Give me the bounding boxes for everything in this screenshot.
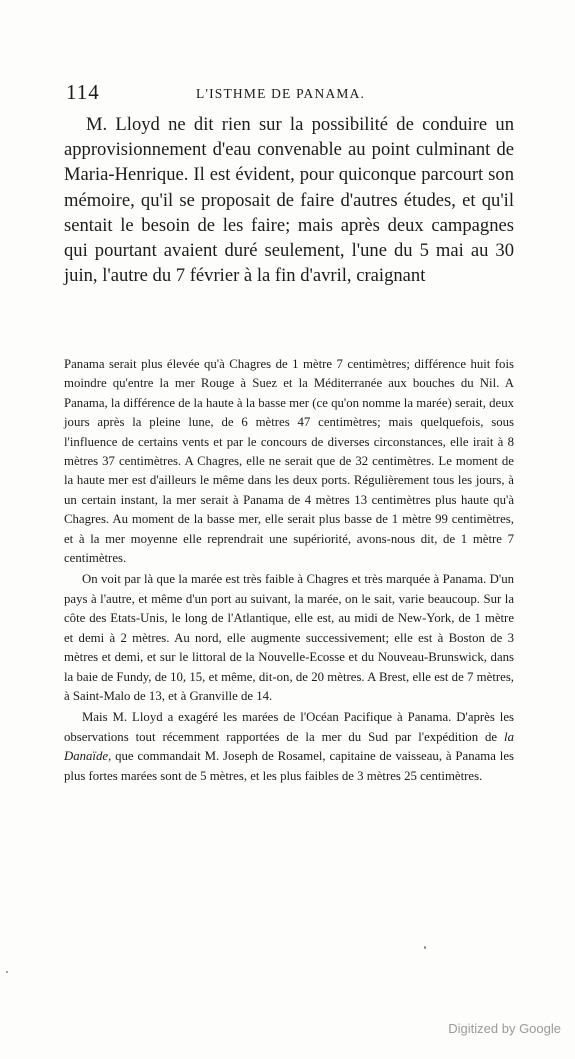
running-title: L'ISTHME DE PANAMA. [196, 86, 366, 101]
footnote-text: , que commandait M. Joseph de Rosamel, capitaine de vaisseau, à Panama les plus fortes marées sont de 5 mètres, et les plus faibles de 3 mètres 25 centimètres. [64, 749, 514, 783]
footnote-paragraph-2: On voit par là que la marée est très faible à Chagres et très marquée à Panama. D'un pays à l'autre, et même d'un port au suivant, la marée, on le sait, varie beaucoup. Sur la côte des Etats-Unis, le long de l'Atlantique, elle est, au midi de New-York, de 1 mètre et demi à 2 mètres. Au nord, elle augmente successivement; elle est à Boston de 3 mètres et demi, et sur le littoral de la Nouvelle-Ecosse et du Nouveau-Brunswick, dans la baie de Fundy, de 10, 15, et même, dit-on, de 20 mètres. A Brest, elle est de 7 mètres, à Saint-Malo de 13, et à Granville de 14. [64, 572, 514, 703]
digitization-watermark: Digitized by Google [448, 1021, 561, 1036]
scan-speck [6, 971, 8, 973]
scan-speck [424, 946, 426, 949]
page-header [66, 80, 512, 102]
main-paragraph: M. Lloyd ne dit rien sur la possibilité de conduire un approvisionnement d'eau convenable au point culminant de Maria-Henrique. Il est évident, pour quiconque parcourt son mémoire, qu'il se proposait de faire d'autres études, et qu'il sentait le besoin de les faire; mais après deux campagnes qui pourtant avaient duré seulement, l'une du 5 mai au 30 juin, l'autre du 7 février à la fin d'avril, craignant [64, 114, 514, 287]
footnote-block [64, 355, 514, 788]
page-number: 114 [66, 80, 100, 104]
footnote-paragraph-1: Panama serait plus élevée qu'à Chagres de 1 mètre 7 centimètres; différence huit fois moindre qu'entre la mer Rouge à Suez et la Méditerranée aux bouches du Nil. A Panama, la différence de la haute à la basse mer (ce qu'on nomme la marée) serait, deux jours après la pleine lune, de 6 mètres 47 centimètres; mais quelquefois, sous l'influence de certains vents et par le concours de diverses circonstances, elle irait à 8 mètres 37 centimètres. A Chagres, elle ne serait que de 32 centimètres. Le moment de la haute mer est d'ailleurs le même dans les deux ports. Régulièrement tous les jours, à un certain instant, la mer serait à Panama de 4 mètres 13 centimètres plus haute qu'à Chagres. Au moment de la basse mer, elle serait plus basse de 1 mètre 99 centimètres, et à la mer moyenne elle reprendrait une supériorité, avons-nous dit, de 1 mètre 7 centimètres. [64, 357, 514, 566]
footnote-paragraph-3 [64, 708, 514, 786]
ship-name: la Danaïde [64, 729, 514, 764]
footnote-text: Mais M. Lloyd a exagéré les marées de l'Océan Pacifique à Panama. D'après les observations tout récemment rapportées de la mer du Sud par l'expédition de [64, 710, 514, 744]
